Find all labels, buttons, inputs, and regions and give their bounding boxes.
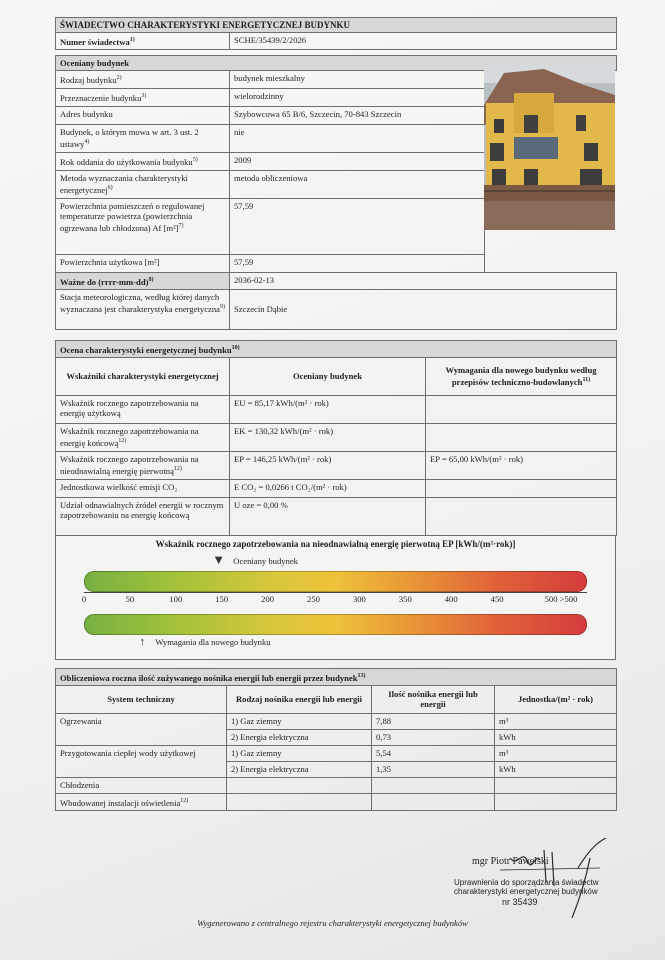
consumption-system-hot-water: Przygotowania ciepłej wody użytkowej (56, 745, 227, 777)
building-purpose-value: wielorodzinny (230, 89, 485, 107)
ep-scale-title: Wskaźnik rocznego zapotrzebowania na nieodnawialną energię pierwotną EP [kWh/(m²·rok)] (155, 539, 516, 549)
rating-eu-value: EU = 85,17 kWh/(m² · rok) (230, 395, 426, 423)
ep-scale-tick: 400 (444, 594, 458, 604)
certificate-title: ŚWIADECTWO CHARAKTERYSTYKI ENERGETYCZNEJ BUDYNKU (56, 18, 617, 33)
ep-scale-tick: 500 >500 (544, 594, 578, 604)
weather-station-label: Stacja meteorologiczna, według której danych wyznaczana jest charakterystyka energetyczna$^{9)}$ (56, 289, 230, 329)
ep-scale-axis (84, 592, 587, 600)
building-section-title: Oceniany budynek (56, 56, 617, 71)
building-art3-label: Budynek, o którym mowa w art. 3 ust. 2 ustawy$^{4)}$ (56, 125, 230, 153)
consumption-carrier (227, 793, 372, 810)
rating-section (55, 340, 616, 536)
consumption-carrier: 1) Gaz ziemny (227, 713, 372, 729)
rating-ek-requirement (426, 423, 617, 451)
ep-scale-tick: 150 (215, 594, 229, 604)
consumption-unit: kWh (495, 761, 617, 777)
ep-scale-tick: 250 (307, 594, 320, 604)
building-method-label: Metoda wyznaczania charakterystyki energetycznej$^{6)}$ (56, 171, 230, 199)
consumption-unit: m³ (495, 713, 617, 729)
rating-co2-label: Jednostkowa wielkość emisji CO₂ (56, 479, 230, 497)
ep-scale-tick: 300 (352, 594, 366, 604)
certificate-header (55, 17, 616, 50)
ep-scale (55, 535, 616, 660)
consumption-carrier: 2) Energia elektryczna (227, 729, 372, 745)
rating-col-indicator: Wskaźniki charakterystyki energetycznej (56, 357, 230, 395)
valid-until-label: Ważne do (rrrr-mm-dd)$^{8)}$ (56, 273, 230, 290)
ep-scale-tick: 200 (261, 594, 275, 604)
ep-scale-tick: 350 (398, 594, 412, 604)
rating-col-requirement: Wymagania dla nowego budynku według przepisów techniczno-budowlanych$^{11)}$ (426, 357, 617, 395)
consumption-col-unit: Jednostka/(m² · rok) (495, 685, 617, 713)
consumption-system-cooling: Chłodzenia (56, 777, 227, 793)
rating-eu-requirement (426, 395, 617, 423)
consumption-unit (495, 793, 617, 810)
consumption-amount: 7,88 (372, 713, 495, 729)
rating-eu-label: Wskaźnik rocznego zapotrzebowania na energię użytkową (56, 395, 230, 423)
signature-stamp (440, 838, 615, 918)
consumption-carrier (227, 777, 372, 793)
building-heated-area-value: 57,59 (230, 199, 485, 255)
building-type-value: budynek mieszkalny (230, 71, 485, 89)
ep-scale-bar-bottom (84, 614, 587, 635)
rating-ep-requirement: EP = 65,00 kWh/(m² · rok) (426, 451, 617, 479)
consumption-col-amount: Ilość nośnika energii lub energii (372, 685, 495, 713)
building-type-label: Rodzaj budynku$^{2)}$ (56, 71, 230, 89)
building-year-value: 2009 (230, 153, 485, 171)
footer-note: Wygenerowano z centralnego rejestru charakterystyki energetycznej budynków (197, 918, 468, 928)
consumption-amount: 5,54 (372, 745, 495, 761)
consumption-system-heating: Ogrzewania (56, 713, 227, 745)
signature-line1: Uprawnienia do sporządzania świadectw (454, 878, 599, 887)
cert-number-value: SCHE/35439/2/2026 (230, 33, 617, 50)
building-photo (484, 65, 615, 230)
down-arrow-icon: ▼ (212, 552, 226, 567)
consumption-amount (372, 777, 495, 793)
building-usable-area-value: 57,59 (230, 255, 485, 273)
rating-ek-value: EK = 130,32 kWh/(m² · rok) (230, 423, 426, 451)
building-usable-area-label: Powierzchnia użytkowa [m²] (56, 255, 230, 273)
ep-scale-tick: 50 (125, 594, 135, 604)
requirement-marker (140, 636, 271, 648)
rating-oze-value: U oze = 0,00 % (230, 497, 426, 535)
building-address-value: Szybowcowa 65 B/6, Szczecin, 70-843 Szczecin (230, 107, 485, 125)
ep-scale-bar-top (84, 571, 587, 592)
building-purpose-label: Przeznaczenie budynku$^{3)}$ (56, 89, 230, 107)
consumption-system-lighting: Wbudowanej instalacji oświetlenia$^{12)}$ (56, 793, 227, 810)
ep-scale-tick: 0 (81, 594, 87, 604)
consumption-col-system: System techniczny (56, 685, 227, 713)
consumption-section (55, 668, 616, 811)
rating-section-title: Ocena charakterystyki energetycznej budynku$^{10)}$ (56, 341, 617, 358)
cert-number-label: Numer świadectwa$^{1)}$ (56, 33, 230, 50)
consumption-amount: 1,35 (372, 761, 495, 777)
rating-oze-label: Udział odnawialnych źródeł energii w rocznym zapotrzebowaniu na energię końcową (56, 497, 230, 535)
building-photo-image (484, 65, 615, 230)
rating-co2-requirement (426, 479, 617, 497)
consumption-amount (372, 793, 495, 810)
building-heated-area-label: Powierzchnia pomieszczeń o regulowanej temperaturze powietrza (powierzchnia ogrzewana lub chłodzona) Af $[m^2]^{7)}$ (56, 199, 230, 255)
consumption-unit (495, 777, 617, 793)
consumption-section-title: Obliczeniowa roczna ilość zużywanego nośnika energii lub energii przez budynek$^{13)}$ (56, 669, 617, 686)
building-method-value: metoda obliczeniowa (230, 171, 485, 199)
valid-until-value: 2036-02-13 (230, 273, 617, 290)
consumption-col-carrier: Rodzaj nośnika energii lub energii (227, 685, 372, 713)
rating-co2-value: E CO₂ = 0,0266 t CO₂/(m² · rok) (230, 479, 426, 497)
consumption-unit: kWh (495, 729, 617, 745)
consumption-amount: 0,73 (372, 729, 495, 745)
rating-oze-requirement (426, 497, 617, 535)
consumption-carrier: 2) Energia elektryczna (227, 761, 372, 777)
consumption-unit: m³ (495, 745, 617, 761)
evaluated-marker (212, 552, 298, 568)
up-arrow-icon: ↑ (139, 636, 146, 648)
weather-station-value: Szczecin Dąbie (230, 289, 617, 329)
rating-ep-label: Wskaźnik rocznego zapotrzebowania na nieodnawialną energię pierwotną$^{12)}$ (56, 451, 230, 479)
ep-scale-tick: 100 (169, 594, 183, 604)
consumption-carrier: 1) Gaz ziemny (227, 745, 372, 761)
rating-ek-label: Wskaźnik rocznego zapotrzebowania na energię końcową$^{12)}$ (56, 423, 230, 451)
building-year-label: Rok oddania do użytkowania budynku$^{5)}$ (56, 153, 230, 171)
ep-scale-tick: 450 (490, 594, 504, 604)
building-art3-value: nie (230, 125, 485, 153)
rating-col-evaluated: Oceniany budynek (230, 357, 426, 395)
signature-line2: charakterystyki energetycznej budynków (454, 887, 598, 896)
building-address-label: Adres budynku (56, 107, 230, 125)
signature-name: mgr Piotr Pawelski (472, 856, 549, 867)
signature-number: nr 35439 (502, 897, 538, 907)
rating-ep-value: EP = 146,25 kWh/(m² · rok) (230, 451, 426, 479)
evaluated-marker-label: Oceniany budynek (233, 556, 298, 566)
requirement-marker-label: Wymagania dla nowego budynku (155, 637, 271, 647)
